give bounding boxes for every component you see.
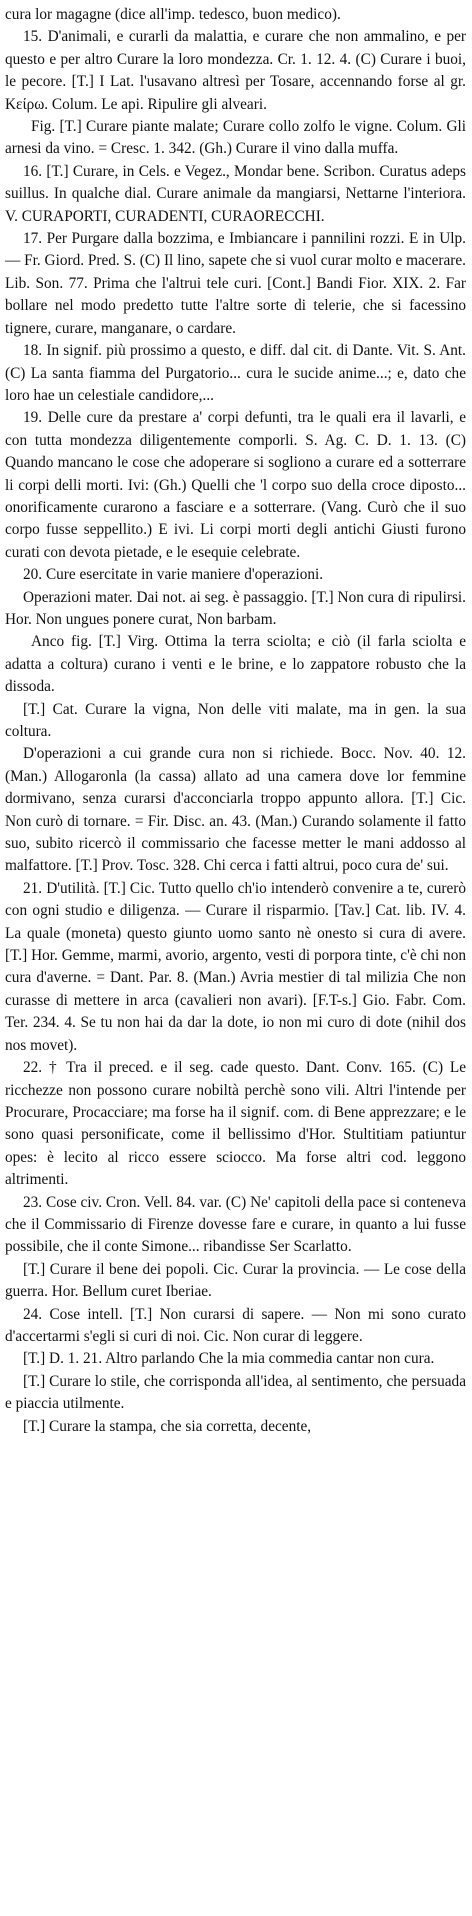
entry-continuation: cura lor magagne (dice all'imp. tedesco, buon medico). [5, 6, 341, 23]
entry-16: 16. [T.] Curare, in Cels. e Vegez., Mondar bene. Scribon. Curatus adeps suillus. In qualche dial. Curare animale da mangiarsi, Nettarne l'interiora. V. CURAPORTI, CURADENTI, CURAORECCHI. [5, 162, 466, 225]
entry-23-bene-popoli: [T.] Curare il bene dei popoli. Cic. Curar la provincia. — Le cose della guerra. Hor. Bellum curet Iberiae. [5, 1260, 466, 1301]
entry-15-fig: Fig. [T.] Curare piante malate; Curare collo zolfo le vigne. Colum. Gli arnesi da vino. = Cresc. 1. 342. (Gh.) Curare il vino dalla muffa. [5, 118, 466, 158]
entry-17: 17. Per Purgare dalla bozzima, e Imbiancare i pannilini rozzi. E in Ulp. — Fr. Giord. Pred. S. (C) Il lino, sapete che si vuol curar molto e macerare. Lib. Son. 77. Prima che l'altrui tele curi. [Cont.] Bandi Fior. XIX. 2. Far bollare nel modo predetto tutte l'altre sorte di telerie, che si facessino tignere, curare, manganare, o cardare. [5, 230, 466, 337]
entry-22: 22. † Tra il preced. e il seg. cade questo. Dant. Conv. 165. (C) Le ricchezze non possono curare nobiltà perchè sono vili. Altri l'intende per Procurare, Procacciare; ma forse ha il signif. com. di Bene apprezzare; e le sono quasi personificate, come il bellissimo d'Hor. Stultitiam patiuntur opes: è lecito al ricco essere sciocco. Ma forse altri cod. leggono altrimenti. [5, 1059, 466, 1189]
entry-20-operazioni-minori: D'operazioni a cui grande cura non si richiede. Bocc. Nov. 40. 12. (Man.) Allogaronla (la cassa) allato ad una camera dove lor femmine dormivano, senza curarsi d'acconciarla troppo appunto allora. [T.] Cic. Non curò di tornare. = Fir. Disc. an. 43. (Man.) Curando solamente il fatto suo, subito ricercò il commissario che facesse metter le mani addosso al malfattore. [T.] Prov. Tosc. 328. Chi cerca i fatti altrui, poco cura de' sui. [5, 745, 466, 875]
entry-24-stile: [T.] Curare lo stile, che corrisponda all'idea, al sentimento, che persuada e piaccia utilmente. [5, 1372, 466, 1413]
entry-24-dante: [T.] D. 1. 21. Altro parlando Che la mia commedia cantar non cura. [23, 1350, 435, 1368]
entry-20-cat: [T.] Cat. Curare la vigna, Non delle viti malate, ma in gen. la sua coltura. [5, 700, 466, 740]
entry-20: 20. Cure esercitate in varie maniere d'operazioni. [23, 566, 324, 584]
entry-18: 18. In signif. più prossimo a questo, e diff. dal cit. di Dante. Vit. S. Ant. (C) La santa fiamma del Purgatorio... cura le sucide anime...; e, dato che loro hae un celestiale candidore,... [5, 342, 466, 404]
entry-20-anco-fig: Anco fig. [T.] Virg. Ottima la terra sciolta; e ciò (il farla sciolta e adatta a coltura) curano i venti e le brine, e lo zappatore robusto che la dissoda. [5, 633, 466, 696]
entry-24: 24. Cose intell. [T.] Non curarsi di sapere. — Non mi sono curato d'accertarmi s'egli si curi di noi. Cic. Non curar di leggere. [5, 1305, 466, 1345]
entry-23: 23. Cose civ. Cron. Vell. 84. var. (C) Ne' capitoli della pace si conteneva che il Commissario di Firenze dovesse fare e curare, in quanto a lui fusse possibile, che il conte Simone... ribandisse Ser Scarlatto. [5, 1193, 466, 1256]
entry-21: 21. D'utilità. [T.] Cic. Tutto quello ch'io intenderò convenire a te, curerò con ogni studio e diligenza. — Curare il risparmio. [Tav.] Cat. lib. IV. 4. La quale (moneta) questo giunto uomo santo nè onesto si cura di avere. [T.] Hor. Gemme, marmi, avorio, argento, vesti di porpora tinte, c'è chi non cura d'averne. = Dant. Par. 8. (Man.) Avria mestier di tal milizia Che non curasse di mettere in arca (cavalieri non avari). [F.T-s.] Gio. Fabr. Com. Ter. 234. 4. Se tu non hai da dar la dote, io non mi curo di dote (nihil dos nos movet). [5, 879, 466, 1054]
entry-15: 15. D'animali, e curarli da malattia, e curare che non ammalino, e per questo e per altro Curare la loro mondezza. Cr. 1. 12. 4. (C) Curare i buoi, le pecore. [T.] I Lat. l'usavano altresì per Tosare, accennando forse al gr. Κείρω. Colum. Le api. Ripulire gli alveari. [5, 28, 466, 113]
entry-20-operazioni: Operazioni mater. Dai not. ai seg. è passaggio. [T.] Non cura di ripulirsi. Hor. Non ungues ponere curat, Non barbam. [5, 588, 466, 628]
entry-24-stampa: [T.] Curare la stampa, che sia corretta, decente, [23, 1417, 312, 1435]
entry-19: 19. Delle cure da prestare a' corpi defunti, tra le quali era il lavarli, e con tutta mondezza diligentemente comporli. S. Ag. C. D. 1. 13. (C) Quando mancano le cose che adoperare si sogliono a curare ed a sotterrare li corpi delli morti. Ivi: (Gh.) Quelli che 'l corpo suo della croce diposto... onorificamente curarono a fasciare e a sotterrare. (Vang. Curò che il suo corpo fusse seppellito.) E ivi. Li corpi morti degli antichi Giusti furono curati con devota pietade, e le esequie celebrate. [5, 409, 466, 561]
